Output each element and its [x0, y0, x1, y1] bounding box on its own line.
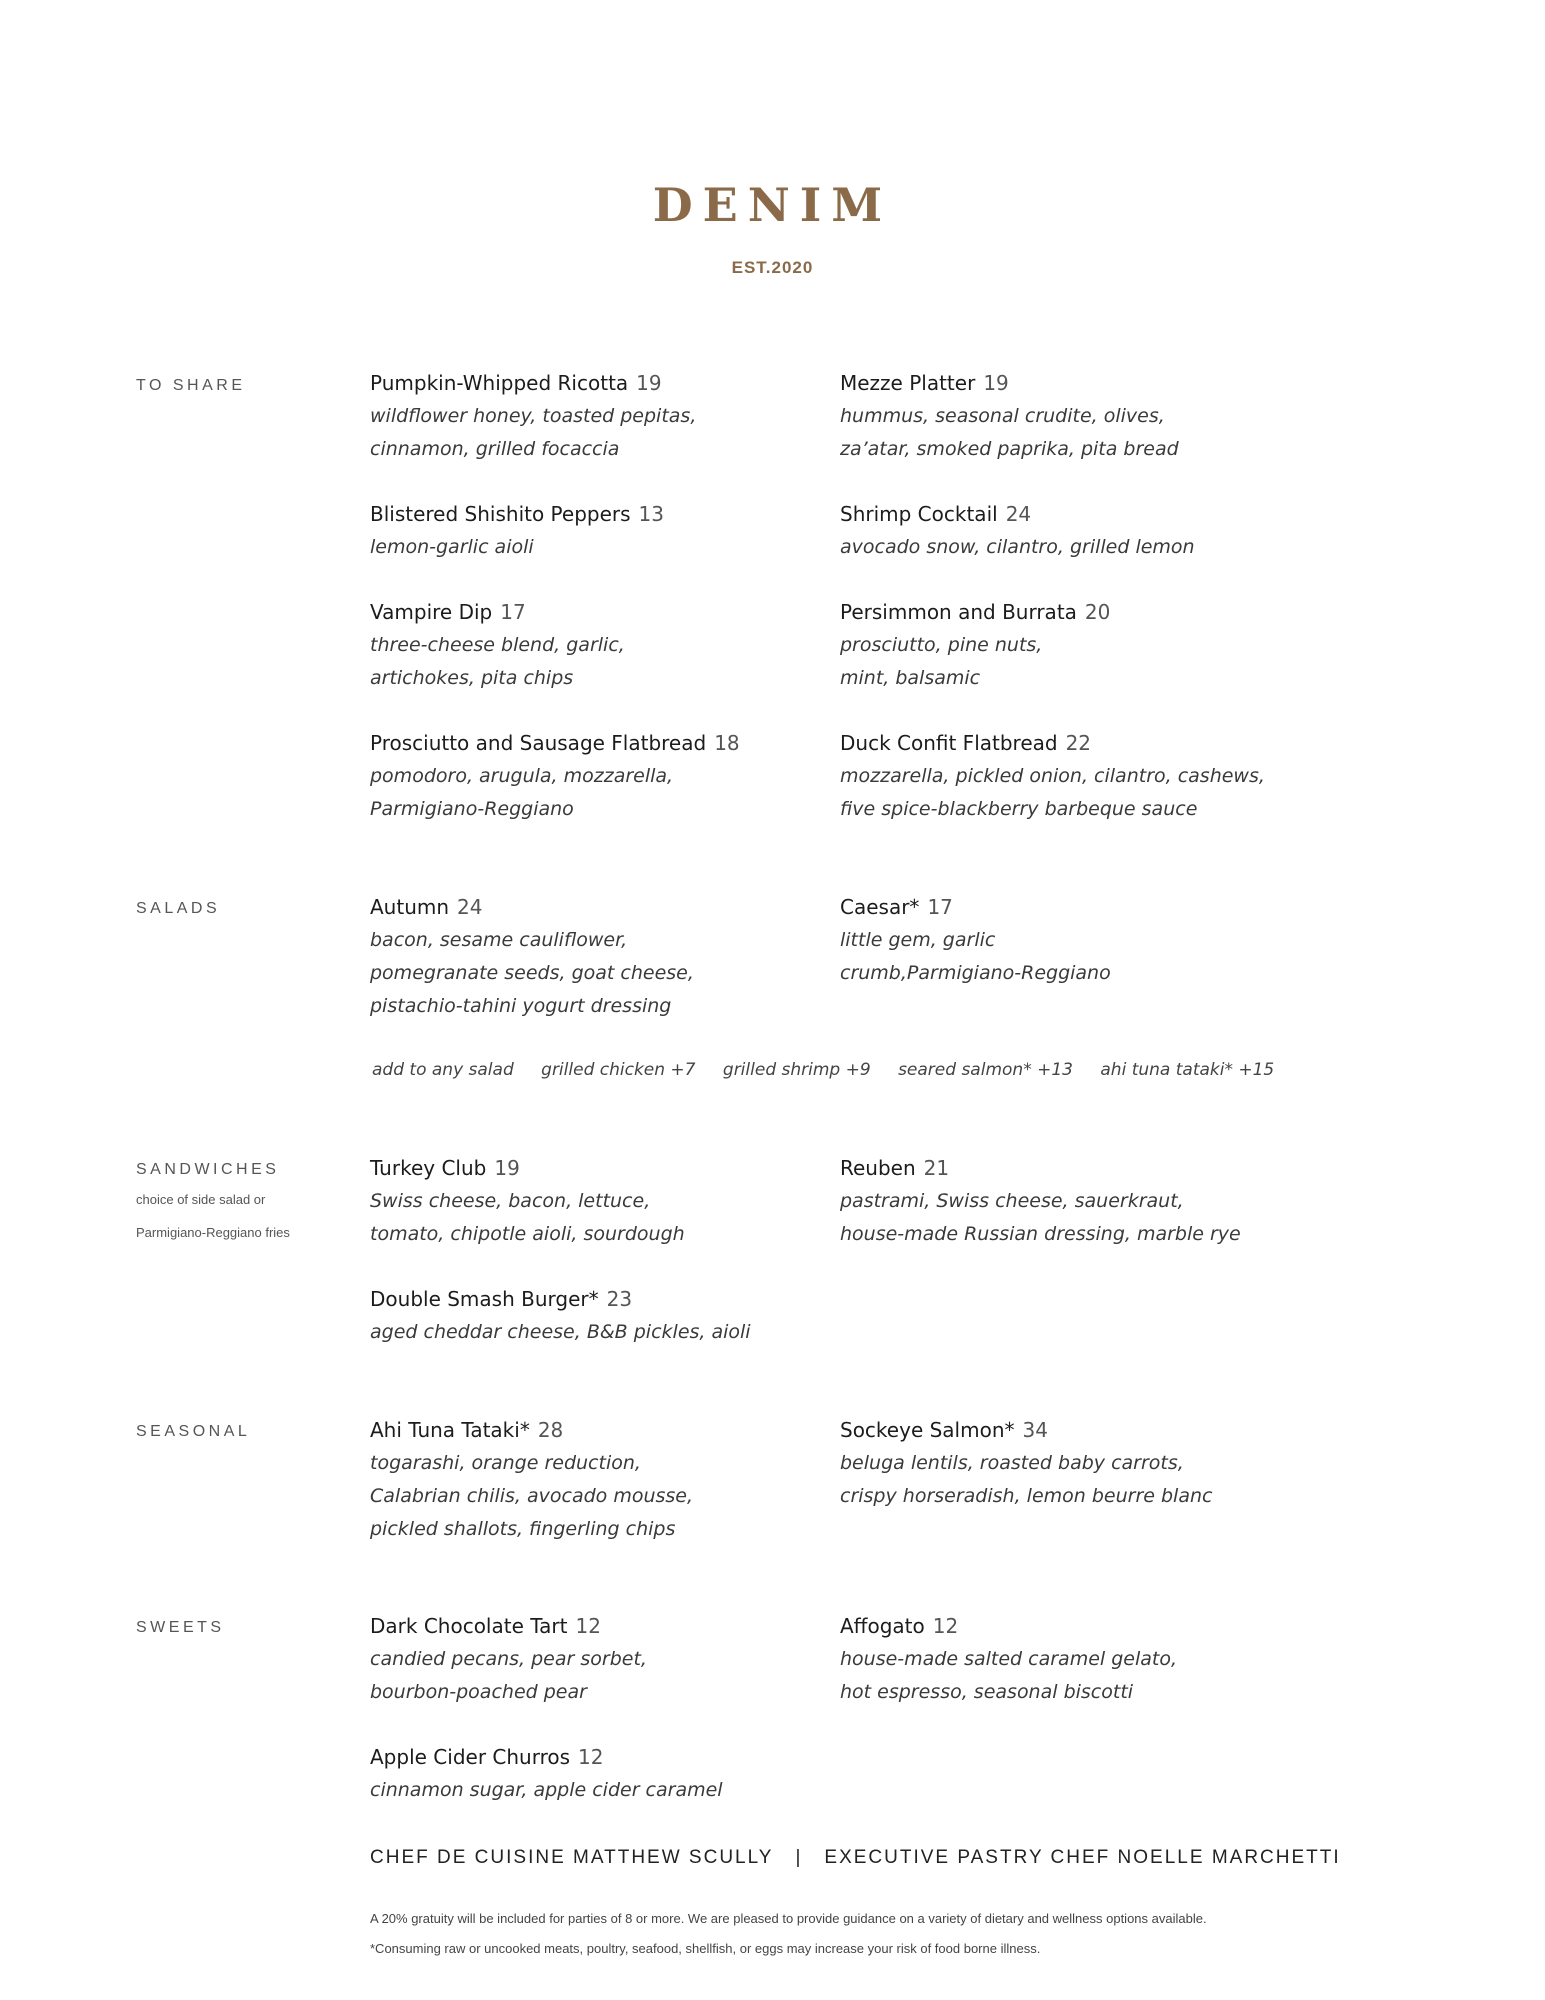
item-name: Blistered Shishito Peppers 13: [370, 502, 664, 526]
menu-item: [370, 1152, 830, 1251]
item-name: Affogato 12: [840, 1614, 959, 1638]
addon-item: ahi tuna tataki* +15: [1100, 1060, 1275, 1080]
item-description: tomato, chipotle aioli, sourdough: [370, 1223, 685, 1245]
menu-item: [840, 1610, 1300, 1709]
item-description: little gem, garlic: [840, 929, 996, 951]
item-price: 24: [1005, 502, 1032, 526]
section-note: [136, 1183, 336, 1249]
addon-item: seared salmon* +13: [898, 1060, 1073, 1080]
chef-de-cuisine: CHEF DE CUISINE MATTHEW SCULLY: [370, 1847, 774, 1868]
menu-item: [840, 727, 1300, 826]
section-note-line: choice of side salad or: [136, 1192, 266, 1207]
item-description: pistachio-tahini yogurt dressing: [370, 995, 672, 1017]
item-name: Apple Cider Churros 12: [370, 1745, 604, 1769]
gratuity-note: A 20% gratuity will be included for parties of 8 or more. We are pleased to provide guidance on a variety of dietary and wellness options available.: [370, 1911, 1207, 1926]
menu-item: [840, 498, 1300, 564]
credit-separator: |: [795, 1847, 803, 1868]
item-description: togarashi, orange reduction,: [370, 1452, 641, 1474]
item-price: 12: [578, 1745, 604, 1769]
item-description: avocado snow, cilantro, grilled lemon: [840, 536, 1195, 558]
item-description: five spice-blackberry barbeque sauce: [840, 798, 1198, 820]
item-name: Double Smash Burger* 23: [370, 1287, 633, 1311]
item-description: three-cheese blend, garlic,: [370, 634, 625, 656]
item-price: 24: [457, 895, 483, 919]
item-name: Dark Chocolate Tart 12: [370, 1614, 601, 1638]
item-description: artichokes, pita chips: [370, 667, 574, 689]
menu-item: [370, 1414, 830, 1546]
item-name: Vampire Dip 17: [370, 600, 526, 624]
item-name: Shrimp Cocktail 24: [840, 502, 1032, 526]
menu-item: [370, 498, 830, 564]
item-description: bourbon-poached pear: [370, 1681, 587, 1703]
item-price: 34: [1022, 1418, 1048, 1442]
section-label-salads: SALADS: [136, 900, 221, 917]
addon-item: add to any salad: [372, 1060, 514, 1080]
menu-item: [370, 1283, 830, 1349]
item-name: Mezze Platter 19: [840, 371, 1009, 395]
item-description: beluga lentils, roasted baby carrots,: [840, 1452, 1184, 1474]
item-name: Duck Confit Flatbread 22: [840, 731, 1092, 755]
item-name: Reuben 21: [840, 1156, 950, 1180]
menu-item: [840, 1414, 1300, 1513]
item-price: 18: [714, 731, 740, 755]
section-label-sandwiches: SANDWICHES: [136, 1161, 280, 1178]
item-name: Ahi Tuna Tataki* 28: [370, 1418, 564, 1442]
item-name: Prosciutto and Sausage Flatbread 18: [370, 731, 740, 755]
salad-addons: [372, 1060, 1296, 1080]
item-price: 19: [494, 1156, 520, 1180]
item-description: Calabrian chilis, avocado mousse,: [370, 1485, 694, 1507]
item-description: crumb,Parmigiano-Reggiano: [840, 962, 1111, 984]
section-label-sweets: SWEETS: [136, 1619, 225, 1636]
established-year: EST.2020: [731, 258, 814, 277]
item-price: 28: [537, 1418, 564, 1442]
item-price: 13: [638, 502, 664, 526]
item-description: lemon-garlic aioli: [370, 536, 534, 558]
menu-item: [840, 891, 1300, 990]
item-description: pomodoro, arugula, mozzarella,: [370, 765, 674, 787]
menu-item: [840, 1152, 1300, 1251]
item-description: mint, balsamic: [840, 667, 981, 689]
item-price: 17: [500, 600, 526, 624]
item-name: Persimmon and Burrata 20: [840, 600, 1111, 624]
item-description: crispy horseradish, lemon beurre blanc: [840, 1485, 1213, 1507]
menu-item: [370, 596, 830, 695]
item-description: aged cheddar cheese, B&B pickles, aioli: [370, 1321, 751, 1343]
item-description: wildflower honey, toasted pepitas,: [370, 405, 697, 427]
item-description: bacon, sesame cauliflower,: [370, 929, 628, 951]
item-description: cinnamon sugar, apple cider caramel: [370, 1779, 723, 1801]
menu-item: [840, 596, 1300, 695]
item-description: house-made salted caramel gelato,: [840, 1648, 1177, 1670]
item-description: mozzarella, pickled onion, cilantro, cashews,: [840, 765, 1265, 787]
item-price: 20: [1084, 600, 1111, 624]
item-price: 19: [636, 371, 662, 395]
item-description: hot espresso, seasonal biscotti: [840, 1681, 1134, 1703]
item-price: 12: [575, 1614, 601, 1638]
item-description: house-made Russian dressing, marble rye: [840, 1223, 1241, 1245]
section-label-to-share: TO SHARE: [136, 377, 246, 394]
item-name: Sockeye Salmon* 34: [840, 1418, 1048, 1442]
item-name: Pumpkin-Whipped Ricotta 19: [370, 371, 662, 395]
chef-credits: [370, 1847, 1341, 1869]
menu-item: [840, 367, 1300, 466]
addon-item: grilled chicken +7: [541, 1060, 696, 1080]
item-description: pickled shallots, fingerling chips: [370, 1518, 676, 1540]
item-price: 19: [983, 371, 1009, 395]
addon-item: grilled shrimp +9: [722, 1060, 871, 1080]
item-name: Autumn 24: [370, 895, 483, 919]
menu-item: [370, 1610, 830, 1709]
restaurant-name: DENIM: [652, 178, 893, 232]
item-description: candied pecans, pear sorbet,: [370, 1648, 647, 1670]
item-price: 17: [927, 895, 953, 919]
item-name: Caesar* 17: [840, 895, 953, 919]
item-description: za’atar, smoked paprika, pita bread: [840, 438, 1179, 460]
item-price: 22: [1065, 731, 1092, 755]
item-description: Swiss cheese, bacon, lettuce,: [370, 1190, 651, 1212]
pastry-chef: EXECUTIVE PASTRY CHEF NOELLE MARCHETTI: [824, 1847, 1341, 1868]
item-price: 21: [923, 1156, 950, 1180]
item-description: pastrami, Swiss cheese, sauerkraut,: [840, 1190, 1184, 1212]
menu-item: [370, 1741, 830, 1807]
item-name: Turkey Club 19: [370, 1156, 520, 1180]
menu-item: [370, 891, 830, 1023]
item-price: 23: [606, 1287, 633, 1311]
menu-item: [370, 727, 830, 826]
item-description: Parmigiano-Reggiano: [370, 798, 574, 820]
menu-item: [370, 367, 830, 466]
item-price: 12: [932, 1614, 959, 1638]
item-description: cinnamon, grilled focaccia: [370, 438, 620, 460]
item-description: pomegranate seeds, goat cheese,: [370, 962, 694, 984]
section-label-seasonal: SEASONAL: [136, 1423, 251, 1440]
item-description: hummus, seasonal crudite, olives,: [840, 405, 1165, 427]
section-note-line: Parmigiano-Reggiano fries: [136, 1225, 290, 1240]
food-safety-warning: *Consuming raw or uncooked meats, poultry, seafood, shellfish, or eggs may increase your risk of food borne illness.: [370, 1941, 1041, 1956]
item-description: prosciutto, pine nuts,: [840, 634, 1043, 656]
